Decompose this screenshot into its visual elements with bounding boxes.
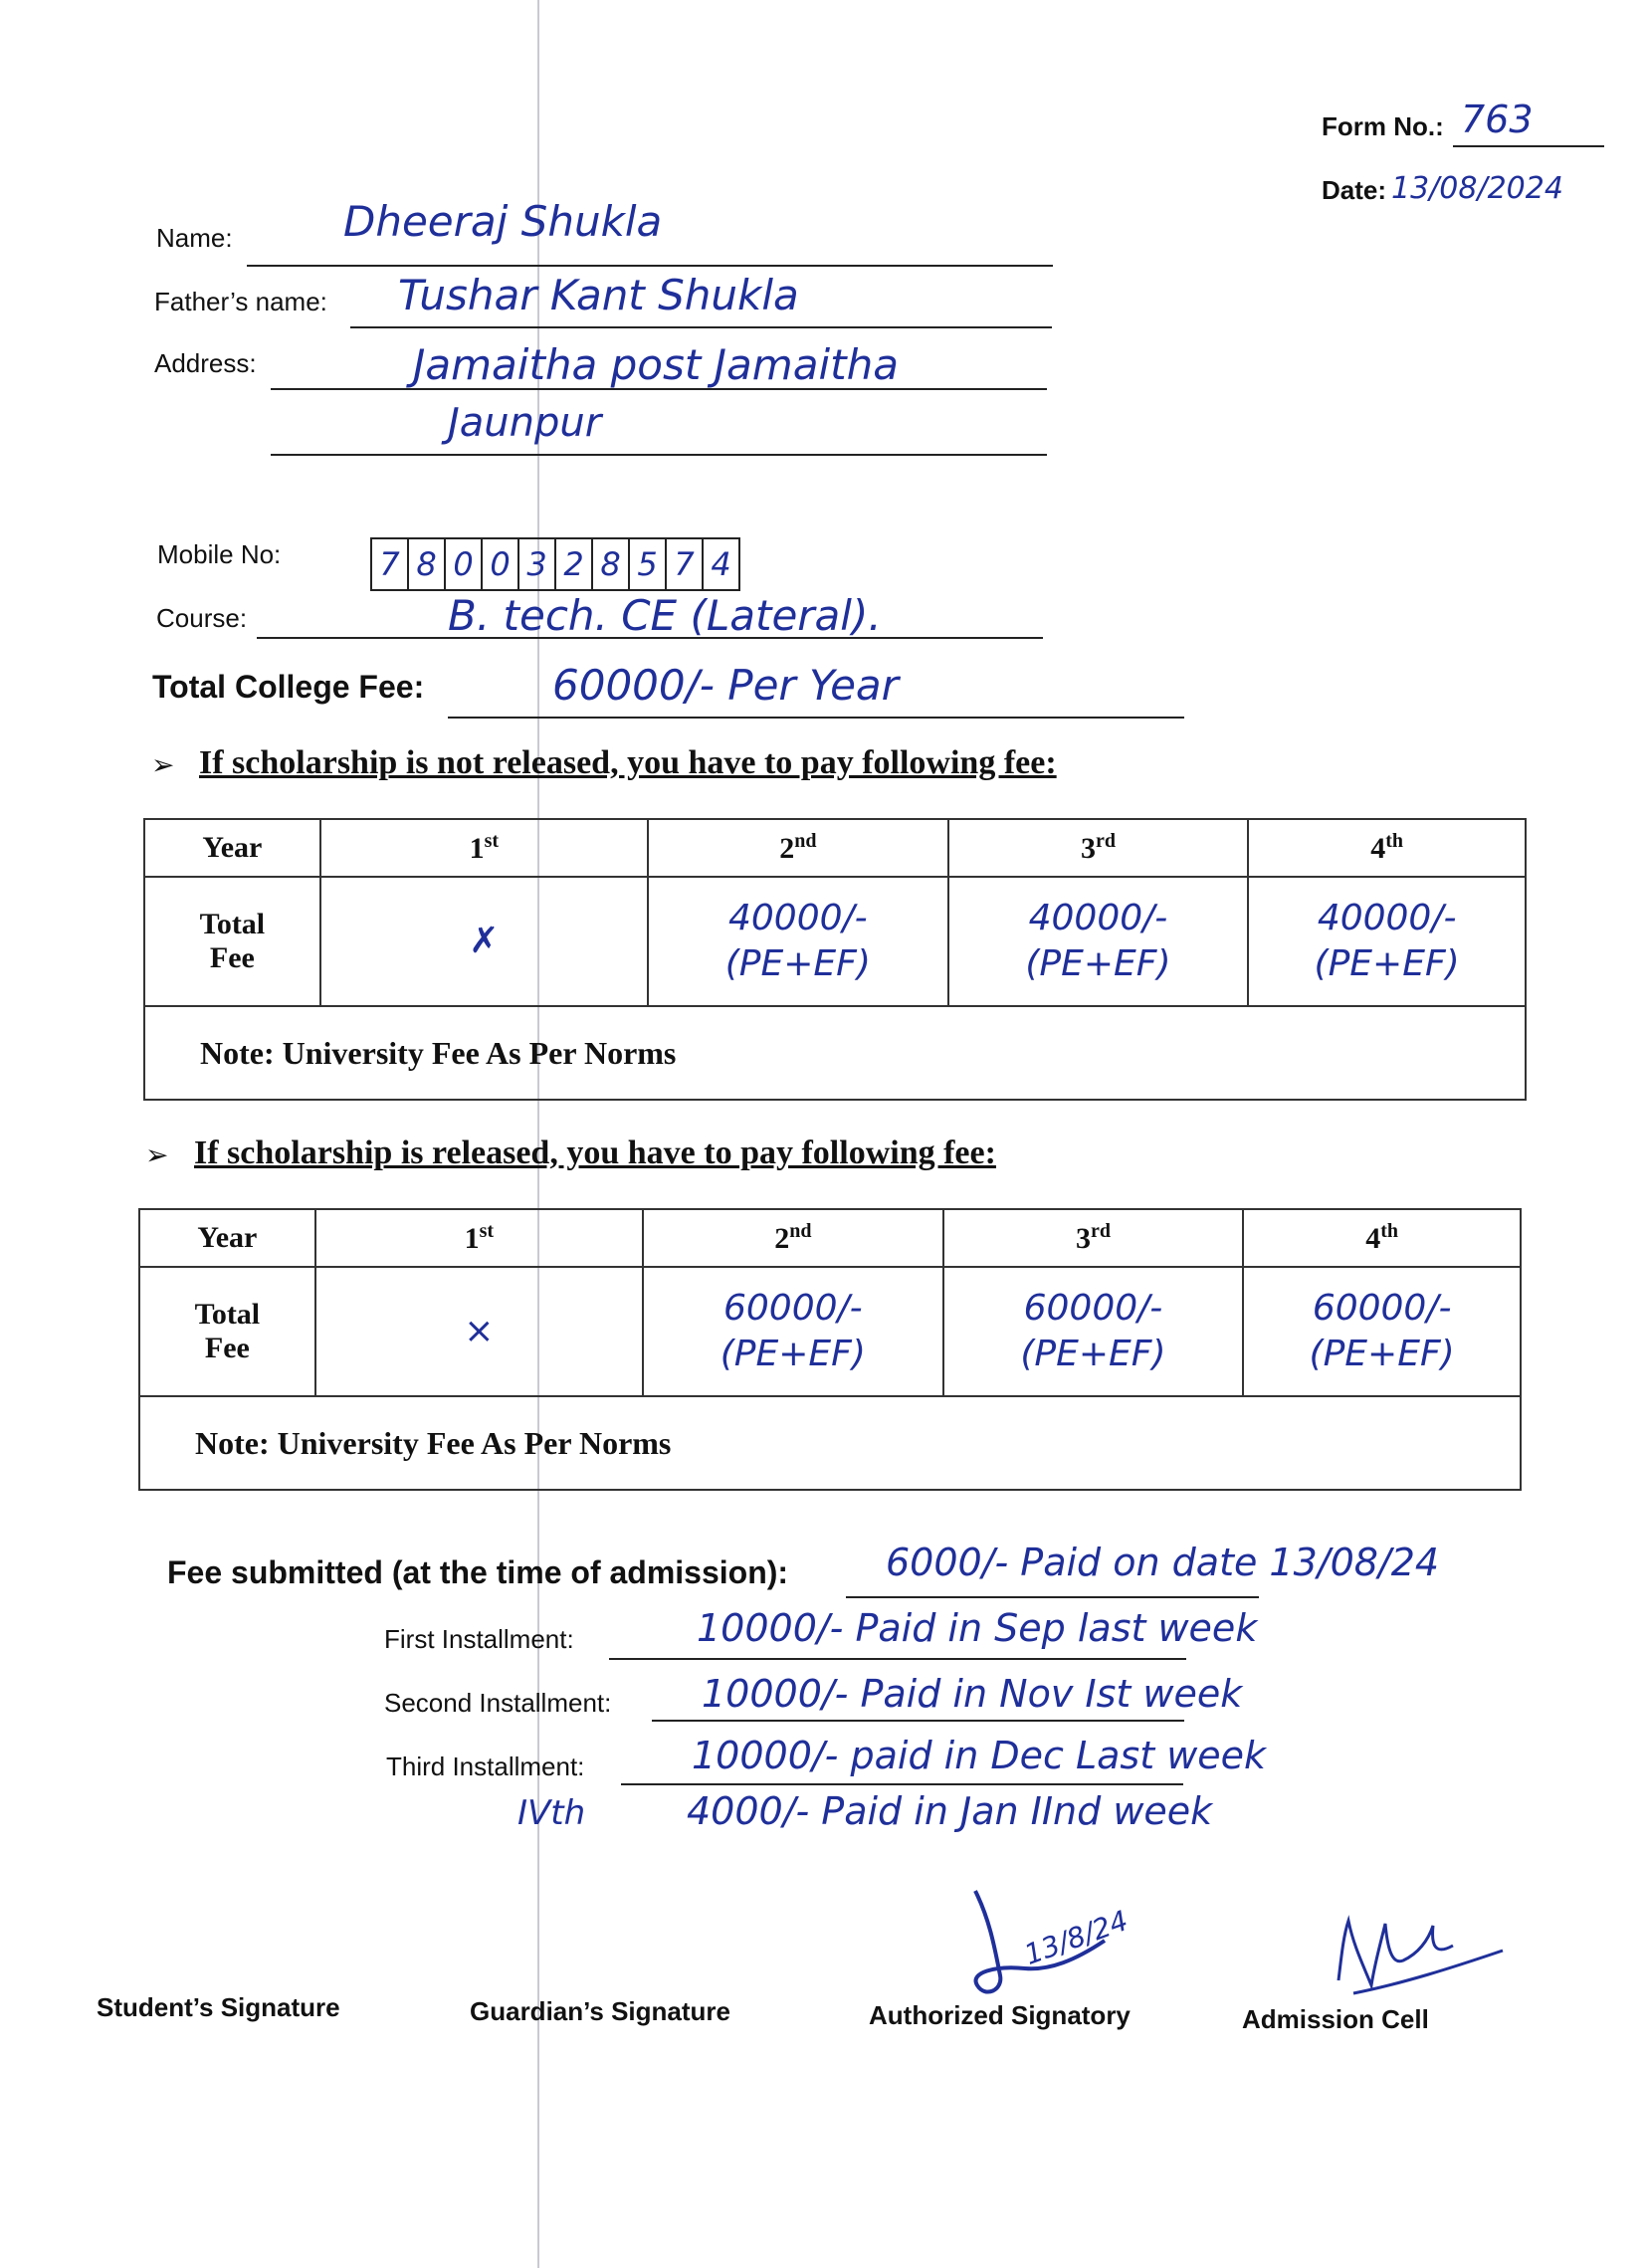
fee-cell-year-4: 40000/- (PE+EF) — [1248, 877, 1526, 1006]
address-line1: Jamaitha post Jamaitha — [413, 340, 899, 389]
second-installment-value: 10000/- Paid in Nov Ist week — [702, 1672, 1243, 1716]
total-fee-row-label: Total Fee — [144, 877, 320, 1006]
total-fee-underline — [448, 717, 1184, 719]
address-label: Address: — [154, 348, 257, 378]
father-name-label: Father’s name: — [154, 287, 327, 316]
mobile-digit-boxes — [370, 537, 740, 591]
year-1-header: 1st — [315, 1209, 643, 1267]
form-no-value: 763 — [1461, 98, 1534, 141]
admission-cell-signature-scribble — [1314, 1906, 1513, 2015]
fourth-installment-value: 4000/- Paid in Jan IInd week — [687, 1789, 1213, 1833]
year-header: Year — [139, 1209, 315, 1267]
first-installment-value: 10000/- Paid in Sep last week — [697, 1606, 1258, 1650]
address-line2: Jaunpur — [448, 400, 602, 446]
year-2-header: 2nd — [648, 819, 948, 877]
mobile-digit: 7 — [372, 539, 409, 589]
second-installment-underline — [652, 1720, 1184, 1722]
fee-submitted-underline — [846, 1596, 1259, 1598]
year-1-header: 1st — [320, 819, 648, 877]
mobile-digit: 0 — [446, 539, 483, 589]
father-name-underline — [350, 326, 1052, 328]
fee-submitted-value: 6000/- Paid on date 13/08/24 — [886, 1541, 1440, 1584]
section2-heading: If scholarship is released, you have to pay following fee: — [194, 1134, 996, 1171]
fee-cell-year-3: 40000/- (PE+EF) — [948, 877, 1249, 1006]
form-no-label: Form No.: — [1322, 111, 1444, 141]
mobile-digit: 8 — [409, 539, 446, 589]
total-fee-value: 60000/- Per Year — [552, 661, 899, 710]
mobile-digit: 3 — [519, 539, 556, 589]
fee-cell-year-4: 60000/- (PE+EF) — [1243, 1267, 1521, 1396]
name-underline — [247, 265, 1053, 267]
year-4-header: 4th — [1248, 819, 1526, 877]
date-value: 13/08/2024 — [1391, 171, 1563, 206]
form-no-underline — [1453, 145, 1604, 147]
university-fee-note: Note: University Fee As Per Norms — [144, 1006, 1526, 1100]
year-3-header: 3rd — [943, 1209, 1244, 1267]
fee-cell-year-3: 60000/- (PE+EF) — [943, 1267, 1244, 1396]
name-label: Name: — [156, 223, 233, 253]
student-signature-label: Student’s Signature — [97, 1992, 340, 2022]
year-3-header: 3rd — [948, 819, 1249, 877]
mobile-digit: 7 — [667, 539, 704, 589]
mobile-digit: 4 — [711, 545, 731, 583]
address-underline-2 — [271, 454, 1047, 456]
mobile-digit: 2 — [556, 539, 593, 589]
father-name-value: Tushar Kant Shukla — [398, 271, 799, 319]
mobile-digit: 0 — [483, 539, 519, 589]
section1-heading: If scholarship is not released, you have to pay following fee: — [199, 744, 1057, 781]
fee-cell-year-1: ✗ — [320, 877, 648, 1006]
arrow-bullet-icon: ➢ — [145, 1138, 169, 1171]
year-header: Year — [144, 819, 320, 877]
year-4-header: 4th — [1243, 1209, 1521, 1267]
fee-cell-year-2: 40000/- (PE+EF) — [648, 877, 948, 1006]
guardian-signature-label: Guardian’s Signature — [470, 1996, 730, 2026]
arrow-bullet-icon: ➢ — [151, 748, 175, 781]
fee-submitted-label: Fee submitted (at the time of admission): — [167, 1554, 789, 1590]
course-label: Course: — [156, 603, 248, 633]
mobile-digit: 8 — [593, 539, 630, 589]
third-installment-value: 10000/- paid in Dec Last week — [692, 1734, 1267, 1777]
second-installment-label: Second Installment: — [384, 1688, 612, 1718]
fee-cell-year-1: × — [315, 1267, 643, 1396]
fee-cell-year-2: 60000/- (PE+EF) — [643, 1267, 943, 1396]
authorized-signatory-label: Authorized Signatory — [869, 2000, 1131, 2030]
third-installment-underline — [621, 1783, 1183, 1785]
date-label: Date: — [1322, 175, 1387, 205]
course-underline — [257, 637, 1043, 639]
mobile-digit: 5 — [630, 539, 667, 589]
admission-cell-label: Admission Cell — [1242, 2004, 1429, 2034]
university-fee-note: Note: University Fee As Per Norms — [139, 1396, 1521, 1490]
section2-fee-table — [138, 1208, 1522, 1491]
first-installment-underline — [609, 1658, 1186, 1660]
year-2-header: 2nd — [643, 1209, 943, 1267]
total-fee-label: Total College Fee: — [152, 669, 425, 705]
fourth-installment-label: IVth — [517, 1793, 586, 1833]
address-underline-1 — [271, 388, 1047, 390]
authorized-signature-date: 13/8/24 — [1020, 1904, 1132, 1972]
section1-fee-table — [143, 818, 1527, 1101]
mobile-label: Mobile No: — [157, 539, 282, 569]
first-installment-label: First Installment: — [384, 1624, 574, 1654]
course-value: B. tech. CE (Lateral). — [448, 591, 882, 640]
total-fee-row-label: Total Fee — [139, 1267, 315, 1396]
third-installment-label: Third Installment: — [386, 1752, 585, 1781]
name-value: Dheeraj Shukla — [343, 197, 663, 246]
